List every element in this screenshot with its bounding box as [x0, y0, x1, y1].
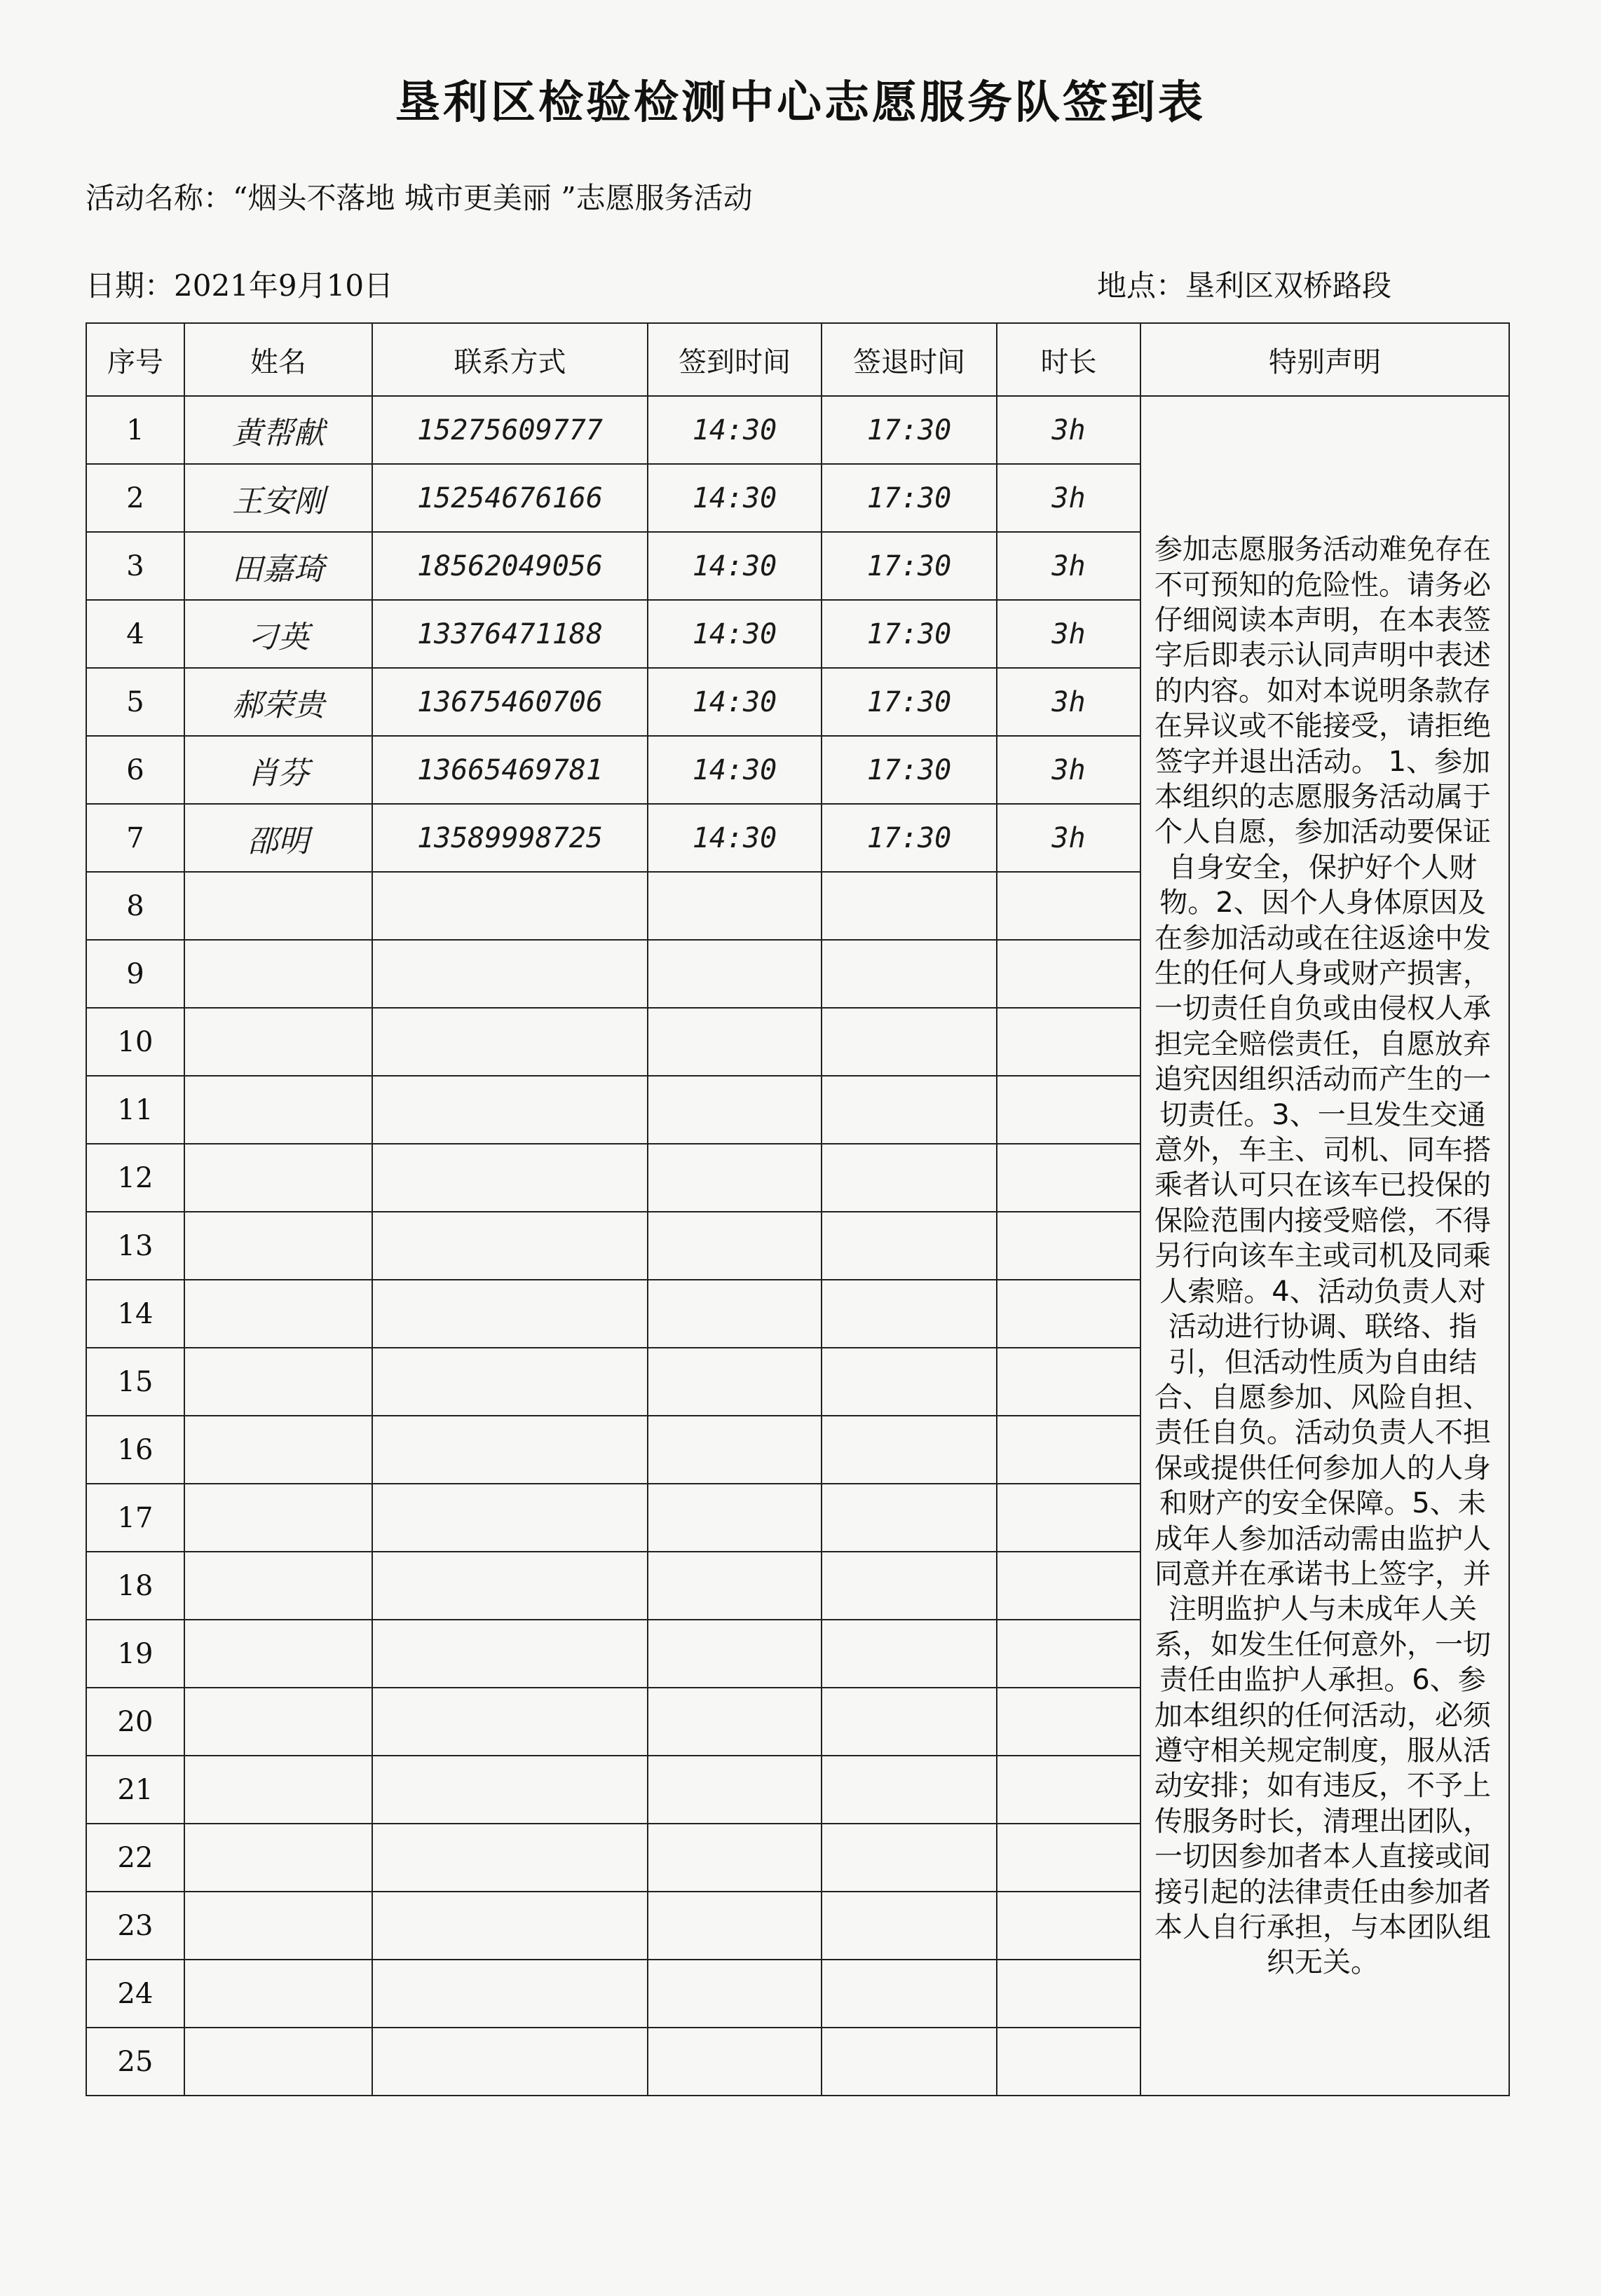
- signer-name: 郝荣贵: [184, 668, 372, 736]
- location-label: 地点：: [1097, 268, 1186, 303]
- phone-number: 15254676166: [372, 464, 648, 532]
- phone-number: [372, 1756, 648, 1824]
- signer-name: [184, 1688, 372, 1756]
- sign-in-time: 14:30: [648, 600, 822, 668]
- sign-out-time: [822, 1484, 997, 1552]
- header-no: 序号: [86, 323, 184, 396]
- phone-number: [372, 1960, 648, 2028]
- sign-in-time: [648, 1212, 822, 1280]
- duration: [997, 1552, 1140, 1620]
- phone-number: [372, 2028, 648, 2096]
- phone-number: [372, 1212, 648, 1280]
- duration: [997, 1348, 1140, 1416]
- duration: [997, 1620, 1140, 1688]
- duration: [997, 1144, 1140, 1212]
- sign-in-time: [648, 1756, 822, 1824]
- row-number: 6: [86, 736, 184, 804]
- row-number: 11: [86, 1076, 184, 1144]
- row-number: 3: [86, 532, 184, 600]
- sign-in-table: [86, 322, 1510, 2096]
- row-number: 12: [86, 1144, 184, 1212]
- sign-in-time: [648, 1620, 822, 1688]
- phone-number: [372, 1552, 648, 1620]
- sign-out-time: [822, 940, 997, 1008]
- header-duration: 时长: [997, 323, 1140, 396]
- sign-in-time: 14:30: [648, 736, 822, 804]
- row-number: 16: [86, 1416, 184, 1484]
- sign-out-time: [822, 1144, 997, 1212]
- date-value: 2021年9月10日: [174, 268, 394, 303]
- sign-out-time: [822, 1280, 997, 1348]
- sign-in-time: [648, 1280, 822, 1348]
- sign-in-time: [648, 1892, 822, 1960]
- phone-number: 13675460706: [372, 668, 648, 736]
- duration: [997, 1960, 1140, 2028]
- sign-out-time: [822, 1552, 997, 1620]
- signer-name: [184, 2028, 372, 2096]
- duration: [997, 1688, 1140, 1756]
- phone-number: 15275609777: [372, 396, 648, 464]
- row-number: 4: [86, 600, 184, 668]
- phone-number: 18562049056: [372, 532, 648, 600]
- signer-name: [184, 1620, 372, 1688]
- duration: 3h: [997, 600, 1140, 668]
- sign-out-time: [822, 1212, 997, 1280]
- phone-number: 13376471188: [372, 600, 648, 668]
- duration: [997, 2028, 1140, 2096]
- phone-number: [372, 1892, 648, 1960]
- signer-name: [184, 1892, 372, 1960]
- duration: [997, 1076, 1140, 1144]
- date-label: 日期：: [86, 268, 175, 303]
- special-notice: 参加志愿服务活动难免存在不可预知的危险性。请务必仔细阅读本声明，在本表签字后即表示认同声明中表述的内容。如对本说明条款存在异议或不能接受，请拒绝签字并退出活动。 1、参加本组织的志愿服务活动属于个人自愿，参加活动要保证自身安全，保护好个人财物。2、因个人身体原因及在参加活动或在往返途中发生的任何人身或财产损害，一切责任自负或由侵权人承担完全赔偿责任，自愿放弃追究因组织活动而产生的一切责任。3、一旦发生交通意外，车主、司机、同车搭乘者认可只在该车已投保的保险范围内接受赔偿，不得另行向该车主或司机及同乘人索赔。4、活动负责人对活动进行协调、联络、指引，但活动性质为自由结合、自愿参加、风险自担、责任自负。活动负责人不担保或提供任何参加人的人身和财产的安全保障。5、未成年人参加活动需由监护人同意并在承诺书上签字，并注明监护人与未成年人关系，如发生任何意外，一切责任由监护人承担。6、参加本组织的任何活动，必须遵守相关规定制度，服从活动安排；如有违反，不予上传服务时长，清理出团队，一切因参加者本人直接或间接引起的法律责任由参加者本人自行承担，与本团队组织无关。: [1140, 396, 1509, 2096]
- sign-in-time: [648, 1552, 822, 1620]
- row-number: 7: [86, 804, 184, 872]
- signer-name: [184, 1212, 372, 1280]
- sign-out-time: [822, 1960, 997, 2028]
- row-number: 14: [86, 1280, 184, 1348]
- sign-in-time: [648, 2028, 822, 2096]
- signer-name: [184, 940, 372, 1008]
- row-number: 18: [86, 1552, 184, 1620]
- signer-name: 黄帮献: [184, 396, 372, 464]
- sign-in-time: [648, 872, 822, 940]
- sign-out-time: [822, 2028, 997, 2096]
- duration: 3h: [997, 464, 1140, 532]
- row-number: 5: [86, 668, 184, 736]
- phone-number: 13589998725: [372, 804, 648, 872]
- sign-out-time: [822, 1688, 997, 1756]
- table-header-row: [86, 323, 1509, 396]
- sign-out-time: [822, 1892, 997, 1960]
- signer-name: [184, 1008, 372, 1076]
- header-notice: 特别声明: [1140, 323, 1509, 396]
- table-row: [86, 396, 1509, 464]
- signer-name: [184, 1348, 372, 1416]
- sign-out-time: [822, 1416, 997, 1484]
- location-value: 垦利区双桥路段: [1185, 268, 1392, 303]
- phone-number: [372, 1144, 648, 1212]
- row-number: 2: [86, 464, 184, 532]
- sign-out-time: [822, 1824, 997, 1892]
- duration: [997, 1892, 1140, 1960]
- sign-in-time: [648, 1144, 822, 1212]
- phone-number: [372, 1620, 648, 1688]
- activity-name: [86, 175, 753, 217]
- sign-in-time: [648, 1824, 822, 1892]
- phone-number: [372, 940, 648, 1008]
- sign-out-time: 17:30: [822, 396, 997, 464]
- sign-in-time: [648, 1688, 822, 1756]
- signer-name: [184, 1144, 372, 1212]
- signer-name: 刁英: [184, 600, 372, 668]
- signer-name: [184, 1280, 372, 1348]
- signer-name: [184, 1960, 372, 2028]
- duration: [997, 1008, 1140, 1076]
- phone-number: [372, 1348, 648, 1416]
- duration: [997, 1824, 1140, 1892]
- signer-name: 肖芬: [184, 736, 372, 804]
- activity-value: “烟头不落地 城市更美丽 ”志愿服务活动: [233, 181, 753, 215]
- sign-out-time: [822, 1756, 997, 1824]
- sign-out-time: 17:30: [822, 736, 997, 804]
- sign-out-time: 17:30: [822, 532, 997, 600]
- signer-name: [184, 1076, 372, 1144]
- duration: [997, 1756, 1140, 1824]
- sign-out-time: 17:30: [822, 600, 997, 668]
- sign-out-time: [822, 1008, 997, 1076]
- sign-in-time: 14:30: [648, 804, 822, 872]
- activity-label: 活动名称：: [86, 181, 233, 215]
- duration: 3h: [997, 532, 1140, 600]
- signer-name: 邵明: [184, 804, 372, 872]
- phone-number: [372, 1416, 648, 1484]
- row-number: 23: [86, 1892, 184, 1960]
- duration: 3h: [997, 396, 1140, 464]
- sign-in-time: [648, 1348, 822, 1416]
- signer-name: 王安刚: [184, 464, 372, 532]
- header-sign-in-time: 签到时间: [648, 323, 822, 396]
- sign-out-time: [822, 872, 997, 940]
- header-name: 姓名: [184, 323, 372, 396]
- phone-number: 13665469781: [372, 736, 648, 804]
- row-number: 9: [86, 940, 184, 1008]
- phone-number: [372, 1688, 648, 1756]
- sign-in-time: [648, 1076, 822, 1144]
- signer-name: [184, 1552, 372, 1620]
- duration: [997, 1416, 1140, 1484]
- sign-out-time: 17:30: [822, 464, 997, 532]
- sign-in-time: [648, 1008, 822, 1076]
- page-title: 垦利区检验检测中心志愿服务队签到表: [395, 76, 1206, 129]
- sign-out-time: [822, 1620, 997, 1688]
- row-number: 17: [86, 1484, 184, 1552]
- sign-in-time: [648, 1960, 822, 2028]
- phone-number: [372, 1280, 648, 1348]
- phone-number: [372, 1076, 648, 1144]
- duration: 3h: [997, 804, 1140, 872]
- phone-number: [372, 1484, 648, 1552]
- phone-number: [372, 1008, 648, 1076]
- phone-number: [372, 1824, 648, 1892]
- row-number: 22: [86, 1824, 184, 1892]
- duration: [997, 1280, 1140, 1348]
- row-number: 24: [86, 1960, 184, 2028]
- signer-name: [184, 1756, 372, 1824]
- header-phone: 联系方式: [372, 323, 648, 396]
- signer-name: [184, 1416, 372, 1484]
- header-sign-out-time: 签退时间: [822, 323, 997, 396]
- duration: [997, 872, 1140, 940]
- row-number: 19: [86, 1620, 184, 1688]
- row-number: 8: [86, 872, 184, 940]
- signer-name: [184, 1824, 372, 1892]
- sign-out-time: [822, 1076, 997, 1144]
- sign-out-time: [822, 1348, 997, 1416]
- duration: 3h: [997, 668, 1140, 736]
- row-number: 15: [86, 1348, 184, 1416]
- sign-in-time: 14:30: [648, 396, 822, 464]
- row-number: 25: [86, 2028, 184, 2096]
- activity-date: [86, 263, 393, 305]
- sign-out-time: 17:30: [822, 804, 997, 872]
- signer-name: [184, 872, 372, 940]
- duration: 3h: [997, 736, 1140, 804]
- sign-in-time: 14:30: [648, 464, 822, 532]
- sign-in-time: [648, 1416, 822, 1484]
- sign-in-time: 14:30: [648, 532, 822, 600]
- row-number: 13: [86, 1212, 184, 1280]
- sign-in-time: 14:30: [648, 668, 822, 736]
- row-number: 10: [86, 1008, 184, 1076]
- duration: [997, 1212, 1140, 1280]
- phone-number: [372, 872, 648, 940]
- sign-in-time: [648, 940, 822, 1008]
- duration: [997, 1484, 1140, 1552]
- sign-in-time: [648, 1484, 822, 1552]
- duration: [997, 940, 1140, 1008]
- row-number: 20: [86, 1688, 184, 1756]
- activity-location: [1097, 263, 1391, 305]
- signer-name: 田嘉琦: [184, 532, 372, 600]
- signer-name: [184, 1484, 372, 1552]
- sign-out-time: 17:30: [822, 668, 997, 736]
- row-number: 1: [86, 396, 184, 464]
- row-number: 21: [86, 1756, 184, 1824]
